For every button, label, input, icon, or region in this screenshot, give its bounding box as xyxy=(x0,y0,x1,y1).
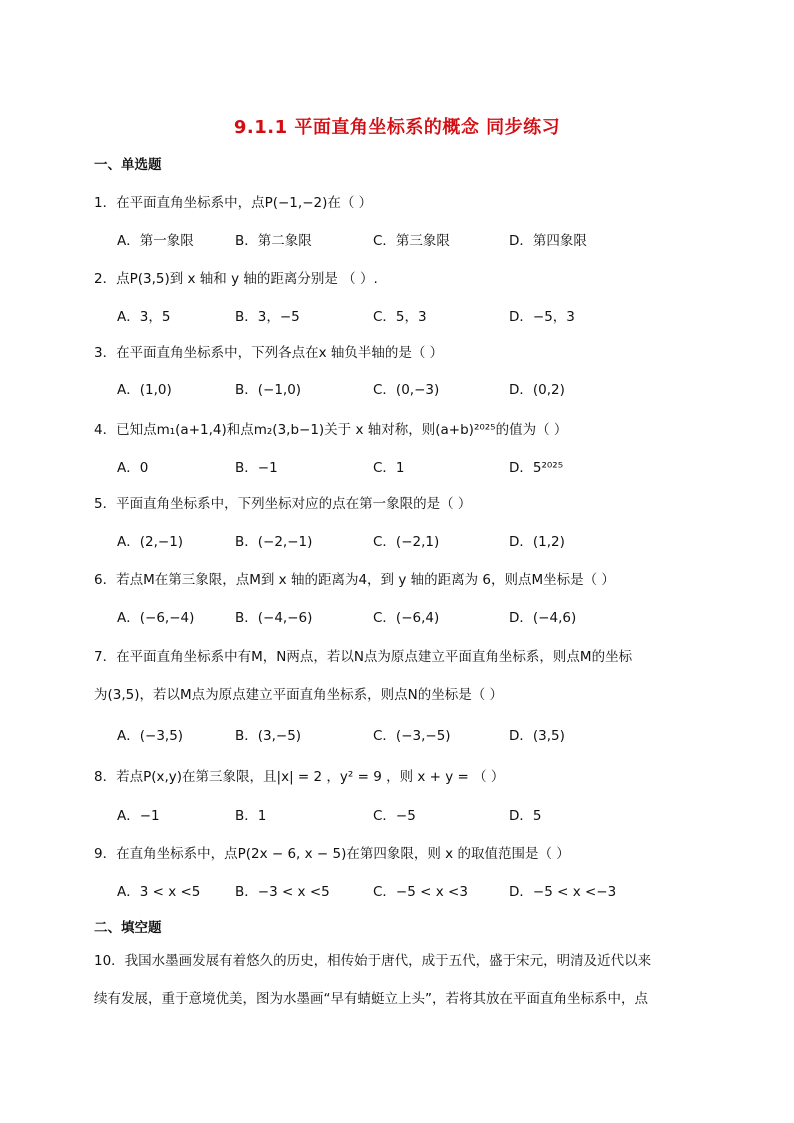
question-3-stem: 3．在平面直角坐标系中，下列各点在x 轴负半轴的是（ ） xyxy=(94,345,444,361)
option-b: B．−3 < x <5 xyxy=(235,884,330,900)
question-10-line1: 10．我国水墨画发展有着悠久的历史，相传始于唐代，成于五代，盛于宋元，明清及近代以来 xyxy=(94,953,652,969)
option-d: D．5 xyxy=(509,808,542,824)
option-c: C．1 xyxy=(373,460,405,476)
option-c: C．5，3 xyxy=(373,309,427,325)
option-a: A．(−6,−4) xyxy=(117,610,195,626)
question-8-stem: 8．若点P(x,y)在第三象限，且|x| = 2 ，y² = 9 ，则 x + y = （ ） xyxy=(94,769,505,785)
option-d: D．−5，3 xyxy=(509,309,575,325)
option-b: B．(3,−5) xyxy=(235,728,302,744)
option-a: A．(−3,5) xyxy=(117,728,184,744)
option-c: C．(−3,−5) xyxy=(373,728,451,744)
section-heading-single-choice: 一、单选题 xyxy=(94,157,162,173)
option-b: B．(−1,0) xyxy=(235,382,302,398)
question-10-line2: 续有发展，重于意境优美，图为水墨画“早有蜻蜓立上头”，若将其放在平面直角坐标系中，点 xyxy=(94,991,648,1007)
question-9-stem: 9．在直角坐标系中，点P(2x − 6, x − 5)在第四象限，则 x 的取值范围是（ ） xyxy=(94,846,570,862)
option-a: A．3，5 xyxy=(117,309,171,325)
option-a: A．(1,0) xyxy=(117,382,172,398)
option-c: C．(−6,4) xyxy=(373,610,440,626)
option-c: C．−5 xyxy=(373,808,416,824)
question-7-stem-line2: 为(3,5)，若以M点为原点建立平面直角坐标系，则点N的坐标是（ ） xyxy=(94,687,504,703)
option-c: C．−5 < x <3 xyxy=(373,884,468,900)
question-7-options xyxy=(117,724,717,744)
question-1-stem: 1．在平面直角坐标系中，点P(−1,−2)在（ ） xyxy=(94,195,373,211)
question-5-stem: 5．平面直角坐标系中，下列坐标对应的点在第一象限的是（ ） xyxy=(94,496,472,512)
option-b: B．3，−5 xyxy=(235,309,300,325)
question-6-options xyxy=(117,606,717,626)
option-b: B．1 xyxy=(235,808,267,824)
question-5-options xyxy=(117,530,717,550)
option-d: D．−5 < x <−3 xyxy=(509,884,617,900)
question-4-options xyxy=(117,456,717,476)
page-title: 9.1.1 平面直角坐标系的概念 同步练习 xyxy=(233,117,561,138)
option-a: A．3 < x <5 xyxy=(117,884,201,900)
question-8-options xyxy=(117,804,717,824)
option-c: C．(−2,1) xyxy=(373,534,440,550)
option-a: A．(2,−1) xyxy=(117,534,184,550)
option-d: D．(3,5) xyxy=(509,728,565,744)
question-3-options xyxy=(117,378,717,398)
section-heading-fill-blank: 二、填空题 xyxy=(94,920,162,936)
question-1-options xyxy=(117,229,717,249)
option-c: C．(0,−3) xyxy=(373,382,440,398)
option-c: C．第三象限 xyxy=(373,233,450,249)
question-6-stem: 6．若点M在第三象限，点M到 x 轴的距离为4，到 y 轴的距离为 6，则点M坐标是（ ） xyxy=(94,572,615,588)
option-d: D．(−4,6) xyxy=(509,610,577,626)
option-d: D．5²⁰²⁵ xyxy=(509,460,564,476)
question-7-stem: 7．在平面直角坐标系中有M，N两点，若以N点为原点建立平面直角坐标系，则点M的坐标 xyxy=(94,649,633,665)
option-a: A．−1 xyxy=(117,808,160,824)
option-d: D．第四象限 xyxy=(509,233,587,249)
option-b: B．−1 xyxy=(235,460,278,476)
option-d: D．(0,2) xyxy=(509,382,565,398)
option-a: A．0 xyxy=(117,460,149,476)
option-b: B．(−2,−1) xyxy=(235,534,313,550)
option-a: A．第一象限 xyxy=(117,233,194,249)
option-b: B．(−4,−6) xyxy=(235,610,313,626)
option-b: B．第二象限 xyxy=(235,233,312,249)
question-9-options xyxy=(117,880,717,900)
option-d: D．(1,2) xyxy=(509,534,565,550)
question-2-options xyxy=(117,305,717,325)
question-4-stem: 4．已知点m₁(a+1,4)和点m₂(3,b−1)关于 x 轴对称，则(a+b)²⁰²⁵的值为（ ） xyxy=(94,422,568,438)
question-2-stem: 2．点P(3,5)到 x 轴和 y 轴的距离分别是 （ ）. xyxy=(94,271,378,287)
